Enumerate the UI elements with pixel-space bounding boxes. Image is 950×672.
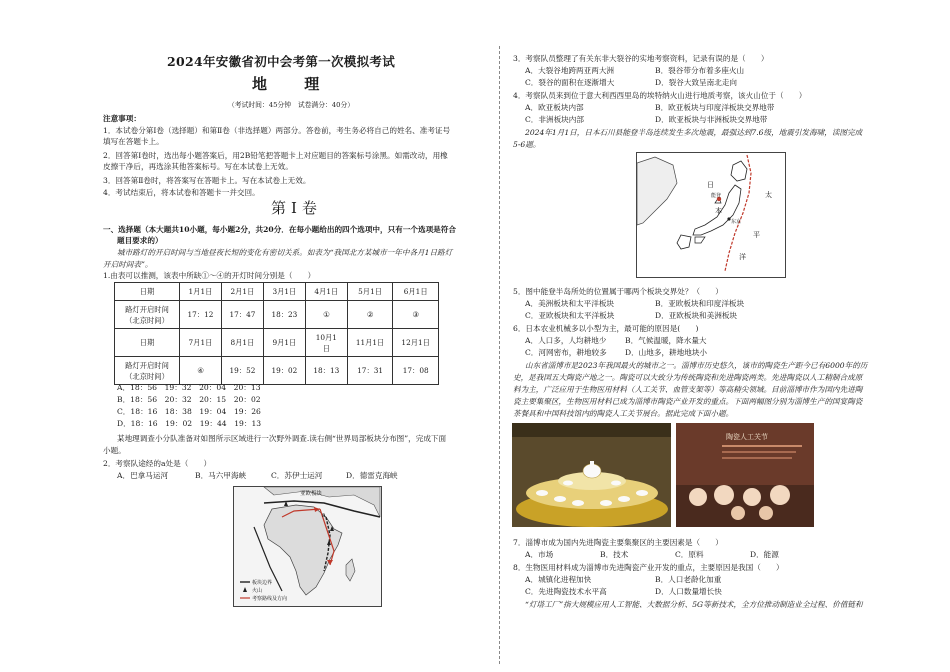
- option-text: D．裂谷大致呈南北走向: [655, 78, 738, 87]
- ceramic-ball: [689, 488, 707, 506]
- option-text: A．市场: [525, 550, 554, 559]
- text-line: [722, 457, 792, 459]
- teapot-body: [583, 464, 601, 478]
- table-cell: [115, 357, 180, 385]
- photo-drawing: [512, 423, 671, 527]
- table-row: [115, 283, 439, 301]
- option-text: D．18：16 19：02 19：44 19：13: [117, 419, 262, 428]
- exam-title: 2024年安徽省初中会考第一次模拟考试: [167, 54, 395, 69]
- table-cell: 18：23: [263, 301, 305, 329]
- ceramic-ball: [770, 485, 790, 505]
- cell-line: 10月1: [315, 332, 337, 342]
- table-cell: 3月1日: [263, 283, 305, 301]
- point-a-label: a: [322, 513, 326, 519]
- map-drawing: [234, 487, 381, 606]
- japan-map: [636, 152, 786, 278]
- option-text: C．18：16 18：38 19：04 19：26: [117, 407, 261, 416]
- right-column: [475, 0, 950, 672]
- option-text: D．亚欧板块和美洲板块: [655, 311, 738, 320]
- section-instruction: 题目要求的）: [117, 236, 163, 245]
- cup: [554, 496, 566, 502]
- table-cell: 19：52: [221, 357, 263, 385]
- table-cell: 18：13: [305, 357, 347, 385]
- option-text: B．人口老龄化加重: [655, 575, 722, 584]
- option-text: C．非洲板块内部: [525, 115, 584, 124]
- question-stem: 4．考察队员来到位于意大利西西里岛的埃特纳火山进行地质考察，该火山位于（ ）: [513, 91, 807, 100]
- option-text: A．人口多，人均耕地少: [525, 336, 607, 345]
- passage-text: 史，是我国五大陶瓷产地之一。陶瓷可以大致分为传统陶瓷和先进陶瓷两类。先进陶瓷以人工精制合成原: [513, 373, 863, 382]
- question-stem: 2．考察队途经的a处是（ ）: [103, 459, 212, 468]
- world-plate-map: [233, 486, 382, 607]
- table-cell: [115, 301, 180, 329]
- japan-label-ben: 本: [715, 208, 722, 215]
- japan-map-drawing: [637, 153, 785, 277]
- option-text: C．苏伊士运河: [271, 471, 323, 480]
- passage-text: 瓷主要集聚区，生物医用材料已成为淄博市陶瓷产业开发的重点。下面两幅图分别为淄博生产的国宴陶瓷: [513, 397, 863, 406]
- table-cell: 11月1日: [347, 329, 393, 357]
- cup: [536, 490, 548, 496]
- passage-text: 2024年1月1日，日本石川县能登半岛连续发生多次地震，最强达到7.6级，地震引发海啸，读图完成: [525, 128, 863, 137]
- question-stem: 7．淄博市成为国内先进陶瓷主要集聚区的主要因素是（ ）: [513, 538, 723, 547]
- notice-line: 皮擦干净后，再选涂其他答案标号。写在本试卷上无效。: [103, 162, 293, 171]
- cup: [600, 500, 612, 506]
- option-text: A．美洲板块和太平洋板块: [525, 299, 615, 308]
- pacific-label-yang: 洋: [739, 254, 746, 261]
- option-text: B．亚欧板块和印度洋板块: [655, 299, 745, 308]
- question-stem: 6．日本农业机械多以小型为主，最可能的原因是( ): [513, 324, 699, 333]
- option-text: B．裂谷带分布着多座火山: [655, 66, 745, 75]
- table-row: [115, 301, 439, 329]
- cup: [618, 496, 630, 502]
- table-cell: 17：31: [347, 357, 393, 385]
- table-cell: [305, 329, 347, 357]
- plate-label: 亚欧板块: [300, 491, 323, 497]
- notice-line: 3．回答第Ⅱ卷时，将答案写在答题卡上。写在本试卷上无效。: [103, 176, 311, 185]
- teapot-lid: [590, 461, 594, 465]
- question-stem: 3．考察队员整理了有关东非大裂谷的实地考察资料，记录有误的是（ ）: [513, 54, 769, 63]
- notice-line: 填写在答题卡上。: [103, 137, 164, 146]
- option-text: C．亚欧板块和太平洋板块: [525, 311, 615, 320]
- question-stem: 1.由表可以推测，该表中所缺①～④的开灯时间分别是（ ）: [103, 271, 316, 280]
- option-text: A．城镇化进程加快: [525, 575, 592, 584]
- passage-text: 茶餐具和中国科技馆内的陶瓷人工关节展台。据此完成下面小题。: [513, 409, 734, 418]
- option-text: C．原料: [675, 550, 704, 559]
- cup: [563, 481, 573, 486]
- photo-drawing: [676, 423, 814, 527]
- table-cell: ④: [180, 357, 222, 385]
- table-cell: 19：02: [263, 357, 305, 385]
- passage-text: 山东省淄博市是2023年我国最火的城市之一。淄博市历史悠久，该市的陶瓷生产距今已有6000年的历: [525, 361, 868, 370]
- caption-underline: [722, 445, 802, 447]
- table-cell: ①: [305, 301, 347, 329]
- noto-label: 能登: [711, 193, 722, 199]
- option-text: D．德雷克海峡: [346, 471, 398, 480]
- passage-text: 某地理调查小分队准备对如图所示区域进行一次野外调查.读右侧“世界局部板块分布图”，完成下面: [117, 434, 447, 443]
- table-cell: 6月1日: [393, 283, 439, 301]
- option-text: D．能源: [750, 550, 779, 559]
- notice-line: 2．回答第Ⅰ卷时，选出每小题答案后，用2B铅笔把答题卡上对应题目的答案标号涂黑。如需改动，用橡: [103, 151, 448, 160]
- table-cell: 7月1日: [180, 329, 222, 357]
- table-cell: ②: [347, 301, 393, 329]
- table-cell: 4月1日: [305, 283, 347, 301]
- ceramic-ball: [714, 485, 734, 505]
- section-heading: 第Ⅰ卷: [271, 199, 322, 217]
- notice-heading: 注意事项：: [103, 114, 141, 123]
- legend-route-label: 考察路线及方向: [252, 596, 288, 602]
- pacific-label-ping: 平: [753, 232, 760, 239]
- table-cell: 日期: [115, 283, 180, 301]
- japan-label-ri: 日: [707, 182, 714, 189]
- passage-text: 小题。: [103, 446, 126, 455]
- option-text: A．巴拿马运河: [117, 471, 169, 480]
- table-cell: 17：08: [393, 357, 439, 385]
- ceramic-joint-photo: [676, 423, 814, 527]
- question-stem: 5．图中能登半岛所处的位置属于哪两个板块交界处？（ ）: [513, 287, 723, 296]
- passage-text: 城市路灯的开启时间与当地昼夜长短的变化有密切关系。如表为“我国北方某城市一年中各月1日路灯: [117, 248, 453, 257]
- ceramic-ball: [743, 488, 761, 506]
- option-text: D．欧亚板块与非洲板块交界地带: [655, 115, 768, 124]
- cell-line: 日: [322, 343, 330, 353]
- question-stem: 8．生物医用材料成为淄博市先进陶瓷产业开发的重点，主要原因是我国（ ）: [513, 563, 784, 572]
- porcelain-tableware-photo: [512, 423, 671, 527]
- cell-line: 路灯开启时间: [125, 360, 169, 370]
- option-text: A．18：56 19：32 20：04 20：13: [117, 383, 261, 392]
- table-cell: 1月1日: [180, 283, 222, 301]
- tokyo-label: 东京: [731, 219, 742, 225]
- legend-boundary-label: 板块边界: [252, 580, 273, 586]
- option-text: B．18：56 20：32 20：15 20：02: [117, 395, 261, 404]
- ceramic-ball: [731, 506, 745, 520]
- option-text: C．裂谷的面积在逐渐增大: [525, 78, 615, 87]
- table-cell: 9月1日: [263, 329, 305, 357]
- option-text: B．技术: [600, 550, 629, 559]
- cell-line: 路灯开启时间: [125, 304, 169, 314]
- table-cell: 8月1日: [221, 329, 263, 357]
- table-cell: 17：12: [180, 301, 222, 329]
- option-text: C．河网密布，耕地较多: [525, 348, 607, 357]
- section-instruction: 一、选择题（本大题共10小题，每小题2分，共20分．在每小题给出的四个选项中，只有一个选项是符合: [103, 225, 456, 234]
- table-row: [115, 357, 439, 385]
- cell-line: （北京时间）: [125, 315, 169, 325]
- cup: [636, 490, 648, 496]
- notice-line: 4．考试结束后，将本试卷和答题卡一并交回。: [103, 188, 260, 197]
- pacific-label-tai: 太: [765, 192, 772, 199]
- table-cell: 5月1日: [347, 283, 393, 301]
- option-text: D．人口数量增长快: [655, 587, 722, 596]
- option-text: B．气候温暖，降水量大: [625, 336, 707, 345]
- legend-volcano-label: 火山: [252, 588, 263, 594]
- table-row: [115, 329, 439, 357]
- ceramic-ball: [759, 506, 773, 520]
- table-cell: 2月1日: [221, 283, 263, 301]
- cell-line: （北京时间）: [125, 371, 169, 381]
- table-cell: 12月1日: [393, 329, 439, 357]
- option-text: D．山地多，耕地地块小: [625, 348, 708, 357]
- passage-text: “灯塔工厂”指大规模应用人工智能、大数据分析、5G等新技术，全方位推动制造业全过程、价值链和: [525, 600, 863, 609]
- table-cell: ③: [393, 301, 439, 329]
- table-cell: 日期: [115, 329, 180, 357]
- option-text: C．先进陶瓷技术水平高: [525, 587, 607, 596]
- notice-line: 1．本试卷分第Ⅰ卷（选择题）和第Ⅱ卷（非选择题）两部分。答卷前，考生务必将自己的姓名、准考证号: [103, 126, 451, 135]
- option-text: B．欧亚板块与印度洋板块交界地带: [655, 103, 775, 112]
- cup: [572, 500, 584, 506]
- lamp-time-table: [114, 282, 439, 385]
- passage-text: 5-6题。: [513, 140, 541, 149]
- photo-top-shadow: [512, 423, 671, 437]
- exam-meta: （考试时间：45分钟 试卷满分：40分）: [228, 101, 355, 109]
- text-line: [722, 451, 796, 453]
- cup: [611, 481, 621, 486]
- subject-title: 地 理: [252, 75, 336, 93]
- passage-text: 开启时间表”。: [103, 260, 153, 269]
- option-text: A．大裂谷地跨两亚两大洲: [525, 66, 615, 75]
- table-cell: 17：47: [221, 301, 263, 329]
- exhibit-caption: 陶瓷人工关节: [726, 434, 768, 441]
- passage-text: 料为主，广泛应用于生物医用材料（人工关节、血管支架等）等高精尖领域。目前淄博市作为国内先进陶: [513, 385, 863, 394]
- option-text: B．马六甲海峡: [195, 471, 247, 480]
- option-text: A．欧亚板块内部: [525, 103, 584, 112]
